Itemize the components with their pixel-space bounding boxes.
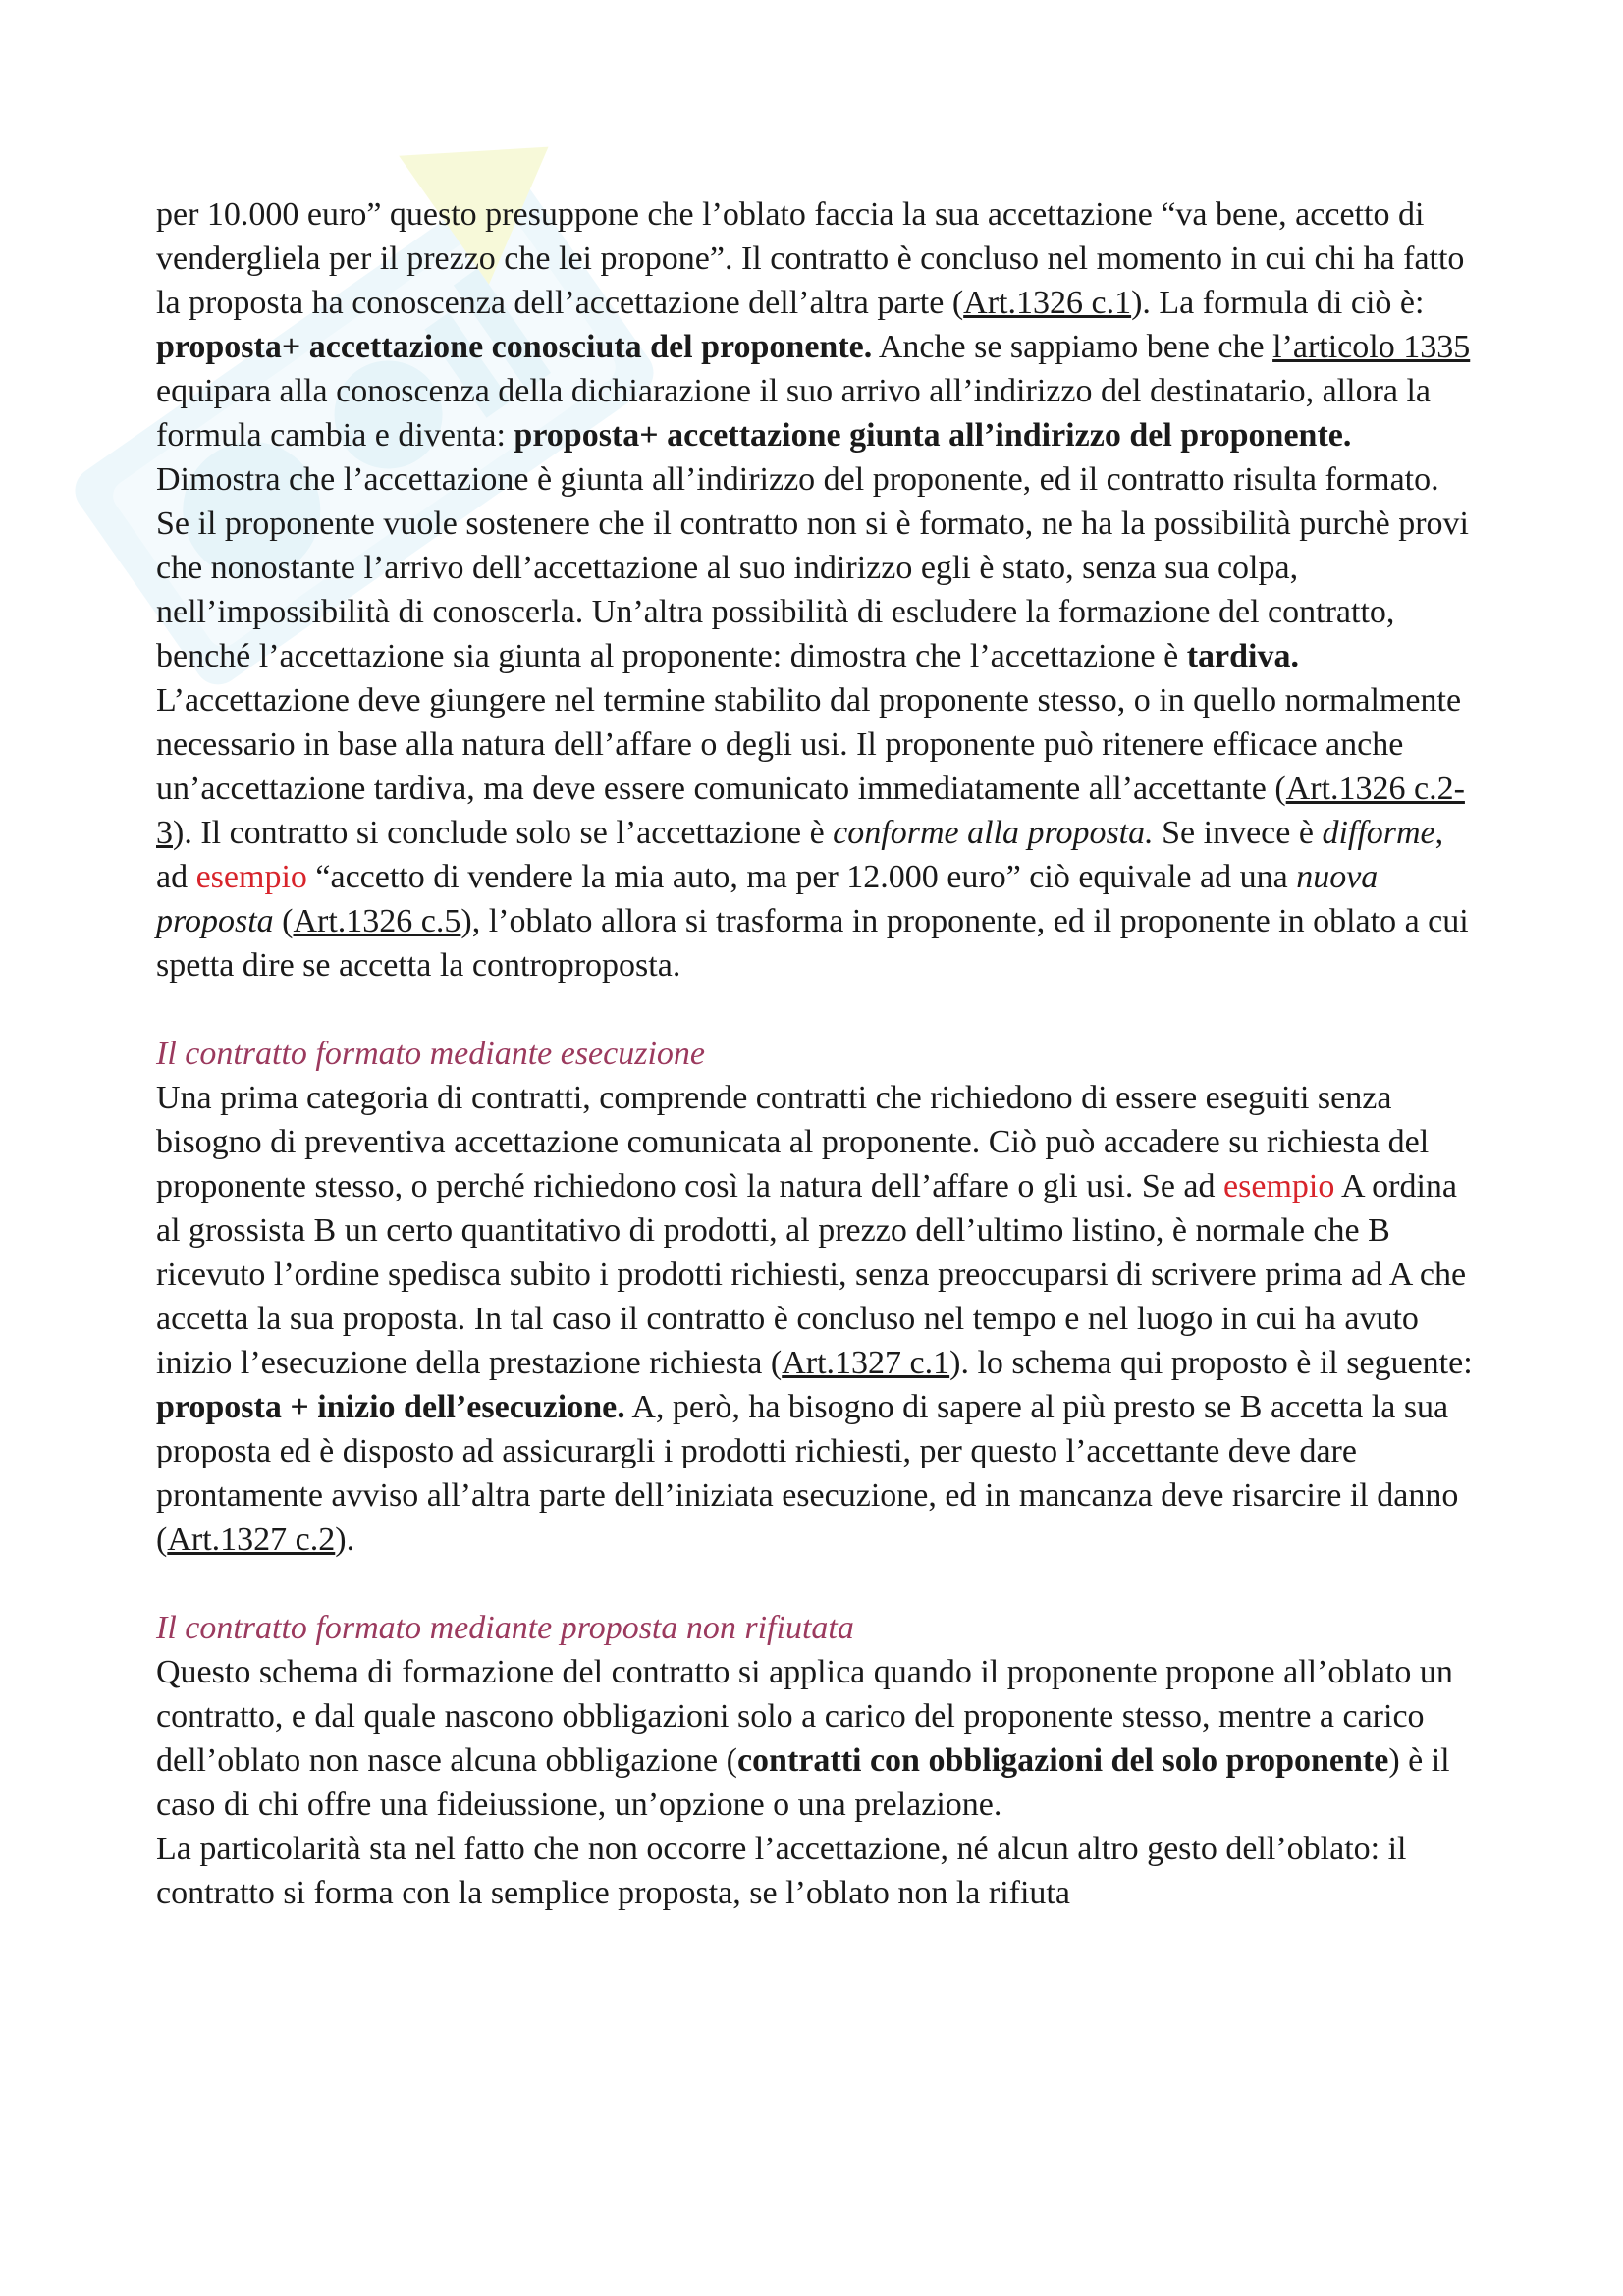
spacer [156, 988, 1477, 1032]
highlight-esempio: esempio [1223, 1168, 1335, 1204]
highlight-esempio: esempio [195, 859, 307, 895]
italic-difforme: difforme [1322, 815, 1435, 851]
italic-conforme: conforme alla proposta. [833, 815, 1154, 851]
bold-formula-conoscenza: proposta+ accettazione conosciuta del proponente. [156, 329, 873, 365]
reference-art-1326-c2-3: Art.1326 c.2-3 [156, 771, 1465, 851]
reference-art-1327-c1: Art.1327 c.1 [782, 1345, 950, 1381]
spacer [156, 1562, 1477, 1606]
reference-art-1327-c2: Art.1327 c.2 [167, 1522, 336, 1558]
bold-formula-esecuzione: proposta + inizio dell’esecuzione. [156, 1389, 625, 1425]
bold-formula-indirizzo: proposta+ accettazione giunta all’indirizzo del proponente. [514, 417, 1352, 454]
paragraph-esecuzione: Una prima categoria di contratti, comprende contratti che richiedono di essere eseguiti senza bisogno di preventiva accettazione comunicata al proponente. Ciò può accadere su richiesta del proponente stesso, o perché richiedono così la natura dell’affare o gli usi. Se ad esempio A ordina al grossista B un certo quantitativo di prodotti, al prezzo dell’ultimo listino, è normale che B ricevuto l’ordine spedisca subito i prodotti richiesti, senza preoccuparsi di scrivere prima ad A che accetta la sua proposta. In tal caso il contratto è concluso nel tempo e nel luogo in cui ha avuto inizio l’esecuzione della prestazione richiesta (Art.1327 c.1). lo schema qui proposto è il seguente: proposta + inizio dell’esecuzione. A, però, ha bisogno di sapere al più presto se B accetta la sua proposta ed è disposto ad assicurargli i prodotti richiesti, per questo l’accettante deve dare prontamente avviso all’altra parte dell’iniziata esecuzione, ed in mancanza deve risarcire il danno (Art.1327 c.2). [156, 1080, 1473, 1558]
section-heading-esecuzione: Il contratto formato mediante esecuzione [156, 1036, 706, 1072]
reference-art-1326-c1: Art.1326 c.1 [963, 285, 1132, 321]
bold-tardiva: tardiva. [1186, 638, 1299, 674]
italic-nuova-proposta: nuova proposta [156, 859, 1379, 939]
section-heading-proposta-non-rifiutata: Il contratto formato mediante proposta non rifiutata [156, 1610, 854, 1646]
reference-art-1335: l’articolo 1335 [1272, 329, 1471, 365]
bold-obbligazioni-proponente: contratti con obbligazioni del solo proponente [736, 1742, 1389, 1779]
paragraph-accettazione: per 10.000 euro” questo presuppone che l’oblato faccia la sua accettazione “va bene, accetto di vendergliela per il prezzo che lei propone”. Il contratto è concluso nel momento in cui chi ha fatto la proposta ha conoscenza dell’accettazione dell’altra parte (Art.1326 c.1). La formula di ciò è: proposta+ accettazione conosciuta del proponente. Anche se sappiamo bene che l’articolo 1335 equipara alla conoscenza della dichiarazione il suo arrivo all’indirizzo del destinatario, allora la formula cambia e diventa: proposta+ accettazione giunta all’indirizzo del proponente. Dimostra che l’accettazione è giunta all’indirizzo del proponente, ed il contratto risulta formato. Se il proponente vuole sostenere che il contratto non si è formato, ne ha la possibilità purchè provi che nonostante l’arrivo dell’accettazione al suo indirizzo egli è stato, senza sua colpa, nell’impossibilità di conoscerla. Un’altra possibilità di escludere la formazione del contratto, benché l’accettazione sia giunta al proponente: dimostra che l’accettazione è tardiva. L’accettazione deve giungere nel termine stabilito dal proponente stesso, o in quello normalmente necessario in base alla natura dell’affare o degli usi. Il proponente può ritenere efficace anche un’accettazione tardiva, ma deve essere comunicato immediatamente all’accettante (Art.1326 c.2-3). Il contratto si conclude solo se l’accettazione è conforme alla proposta. Se invece è difforme, ad esempio “accetto di vendere la mia auto, ma per 12.000 euro” ciò equivale ad una nuova proposta (Art.1326 c.5), l’oblato allora si trasforma in proponente, ed il proponente in oblato a cui spetta dire se accetta la controproposta. [156, 196, 1471, 984]
paragraph-particolarita: La particolarità sta nel fatto che non occorre l’accettazione, né alcun altro gesto dell’oblato: il contratto si forma con la semplice proposta, se l’oblato non la rifiuta [156, 1831, 1407, 1911]
document-page [156, 192, 1477, 1915]
paragraph-proposta-non-rifiutata: Questo schema di formazione del contratto si applica quando il proponente propone all’oblato un contratto, e dal quale nascono obbligazioni solo a carico del proponente stesso, mentre a carico dell’oblato non nasce alcuna obbligazione (contratti con obbligazioni del solo proponente) è il caso di chi offre una fideiussione, un’opzione o una prelazione. [156, 1654, 1453, 1823]
reference-art-1326-c5: Art.1326 c.5 [293, 903, 461, 939]
